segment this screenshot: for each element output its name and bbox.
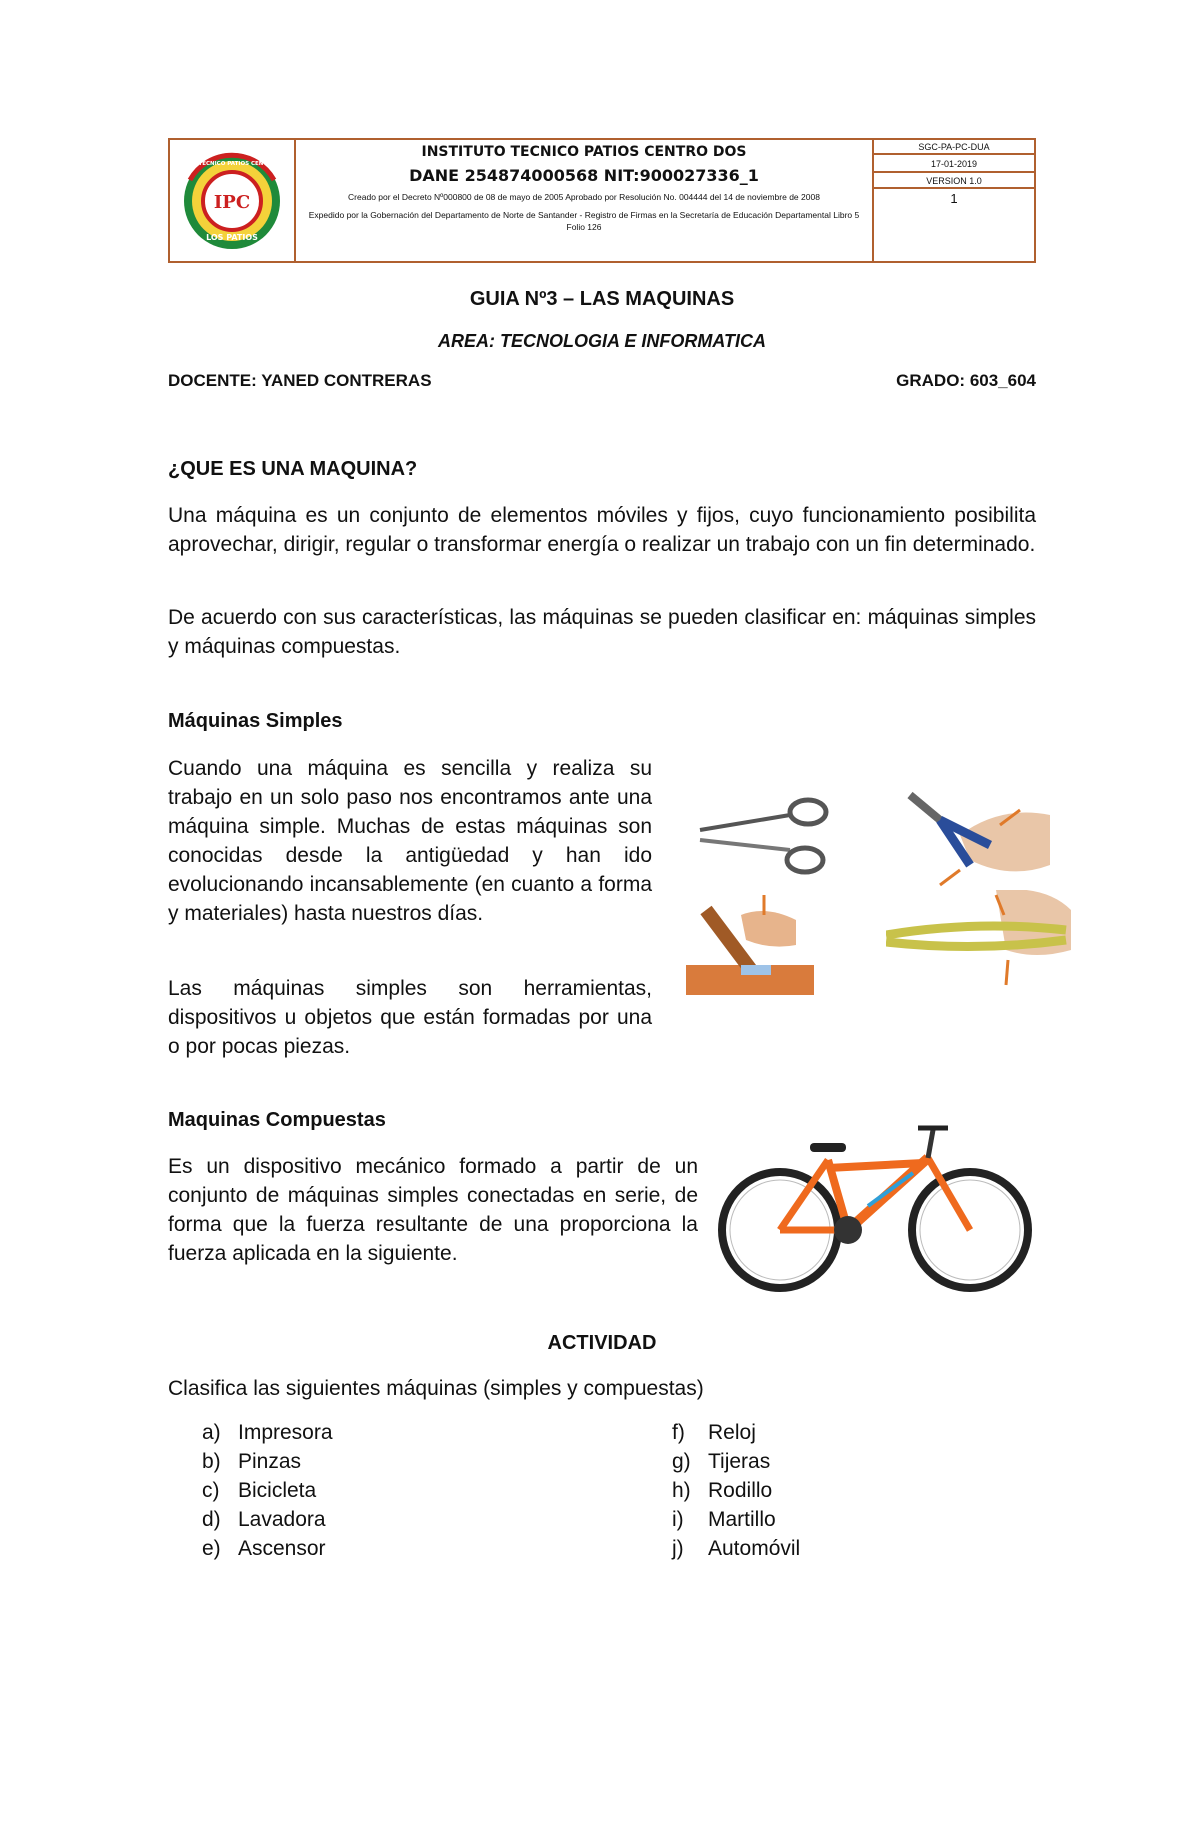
document-header-table [168,138,1036,263]
list-letter: g) [672,1450,691,1473]
paragraph-compound-machines: Es un dispositivo mecánico formado a partir de un conjunto de máquinas simples conectadas en serie, de forma que la fuerza resultante de una proporciona la fuerza aplicada en la siguiente. [168,1155,698,1265]
issued-by: Expedido por la Gobernación del Departamento de Norte de Santander - Registro de Firmas en la Secretaría de Educación Departamental Libro 5 Folio 126 [308,210,860,232]
list-item [672,1476,800,1505]
list-item-text: Martillo [708,1508,776,1531]
list-item-text: Impresora [238,1421,333,1444]
list-letter: f) [672,1421,685,1444]
activity-heading: ACTIVIDAD [547,1332,657,1354]
hammer-image [686,895,814,1000]
list-item-text: Pinzas [238,1450,302,1473]
list-item [202,1476,333,1505]
list-letter: b) [202,1450,221,1473]
grade-label: GRADO: 603_604 [896,371,1036,390]
area-label: AREA: TECNOLOGIA E INFORMATICA [438,331,766,351]
institution-name: INSTITUTO TECNICO PATIOS CENTRO DOS [421,144,747,160]
list-item [202,1534,333,1563]
logo-cell [170,140,296,261]
logo-top-text: INST TECNICO PATIOS CENTRO 2 [182,161,282,167]
list-item-text: Bicicleta [238,1479,317,1502]
list-item [672,1447,800,1476]
list-letter: a) [202,1421,221,1444]
list-item-text: Tijeras [708,1450,771,1473]
doc-code: SGC-PA-PC-DUA [874,140,1034,155]
paragraph-machine-definition: Una máquina es un conjunto de elementos móviles y fijos, cuyo funcionamiento posibilita aprovechar, dirigir, regular o transformar energía o realizar un trabajo con un fin determinado. [168,504,1036,556]
list-item [202,1447,333,1476]
section-heading-compound-machines: Maquinas Compuestas [168,1109,386,1131]
list-letter: j) [672,1537,684,1560]
bicycle-image [718,1118,1036,1303]
guide-title: GUIA Nº3 – LAS MAQUINAS [469,288,735,310]
school-logo [170,140,294,261]
list-letter: d) [202,1508,221,1531]
list-item [202,1418,333,1447]
doc-version: VERSION 1.0 [874,174,1034,189]
paragraph-simple-machines-2: Las máquinas simples son herramientas, dispositivos u objetos que están formadas por una o por pocas piezas. [168,977,652,1058]
list-item-text: Rodillo [708,1479,773,1502]
page-number: 1 [950,191,958,206]
scissors-image [690,795,835,885]
list-letter: h) [672,1479,691,1502]
list-letter: c) [202,1479,220,1502]
list-item [202,1505,333,1534]
list-item [672,1505,800,1534]
doc-date: 17-01-2019 [874,156,1034,173]
dane-nit: DANE 254874000568 NIT:900027336_1 [409,166,759,185]
section-heading-what-is-machine: ¿QUE ES UNA MAQUINA? [168,458,418,480]
teacher-label: DOCENTE: YANED CONTRERAS [168,371,432,390]
header-control-cell [874,140,1034,261]
activity-list-left [202,1418,333,1563]
list-item-text: Lavadora [238,1508,326,1531]
pliers-image [900,785,1050,890]
paragraph-machine-classification: De acuerdo con sus características, las máquinas se pueden clasificar en: máquinas simples y máquinas compuestas. [168,606,1036,658]
activity-list-right [672,1418,800,1563]
logo-bottom-text: LOS PATIOS [206,233,258,242]
list-item-text: Reloj [708,1421,756,1444]
list-item-text: Automóvil [708,1537,801,1560]
list-letter: e) [202,1537,221,1560]
section-heading-simple-machines: Máquinas Simples [168,710,343,732]
list-item [672,1418,800,1447]
activity-instruction: Clasifica las siguientes máquinas (simples y compuestas) [168,1377,704,1400]
list-item-text: Ascensor [238,1537,326,1560]
list-item [672,1534,800,1563]
creation-decree: Creado por el Decreto Nº000800 de 08 de mayo de 2005 Aprobado por Resolución No. 004444 del 14 de noviembre de 2008 [348,192,820,202]
tongs-image [886,890,1076,990]
paragraph-simple-machines-1: Cuando una máquina es sencilla y realiza su trabajo en un solo paso nos encontramos ante una máquina simple. Muchas de estas máquinas son conocidas desde la antigüedad y han ido evolucionando incansablemente (en cuanto a forma y materiales) hasta nuestros días. [168,757,652,925]
list-letter: i) [672,1508,684,1531]
header-institution-cell [296,140,874,261]
logo-initials: IPC [213,192,251,213]
